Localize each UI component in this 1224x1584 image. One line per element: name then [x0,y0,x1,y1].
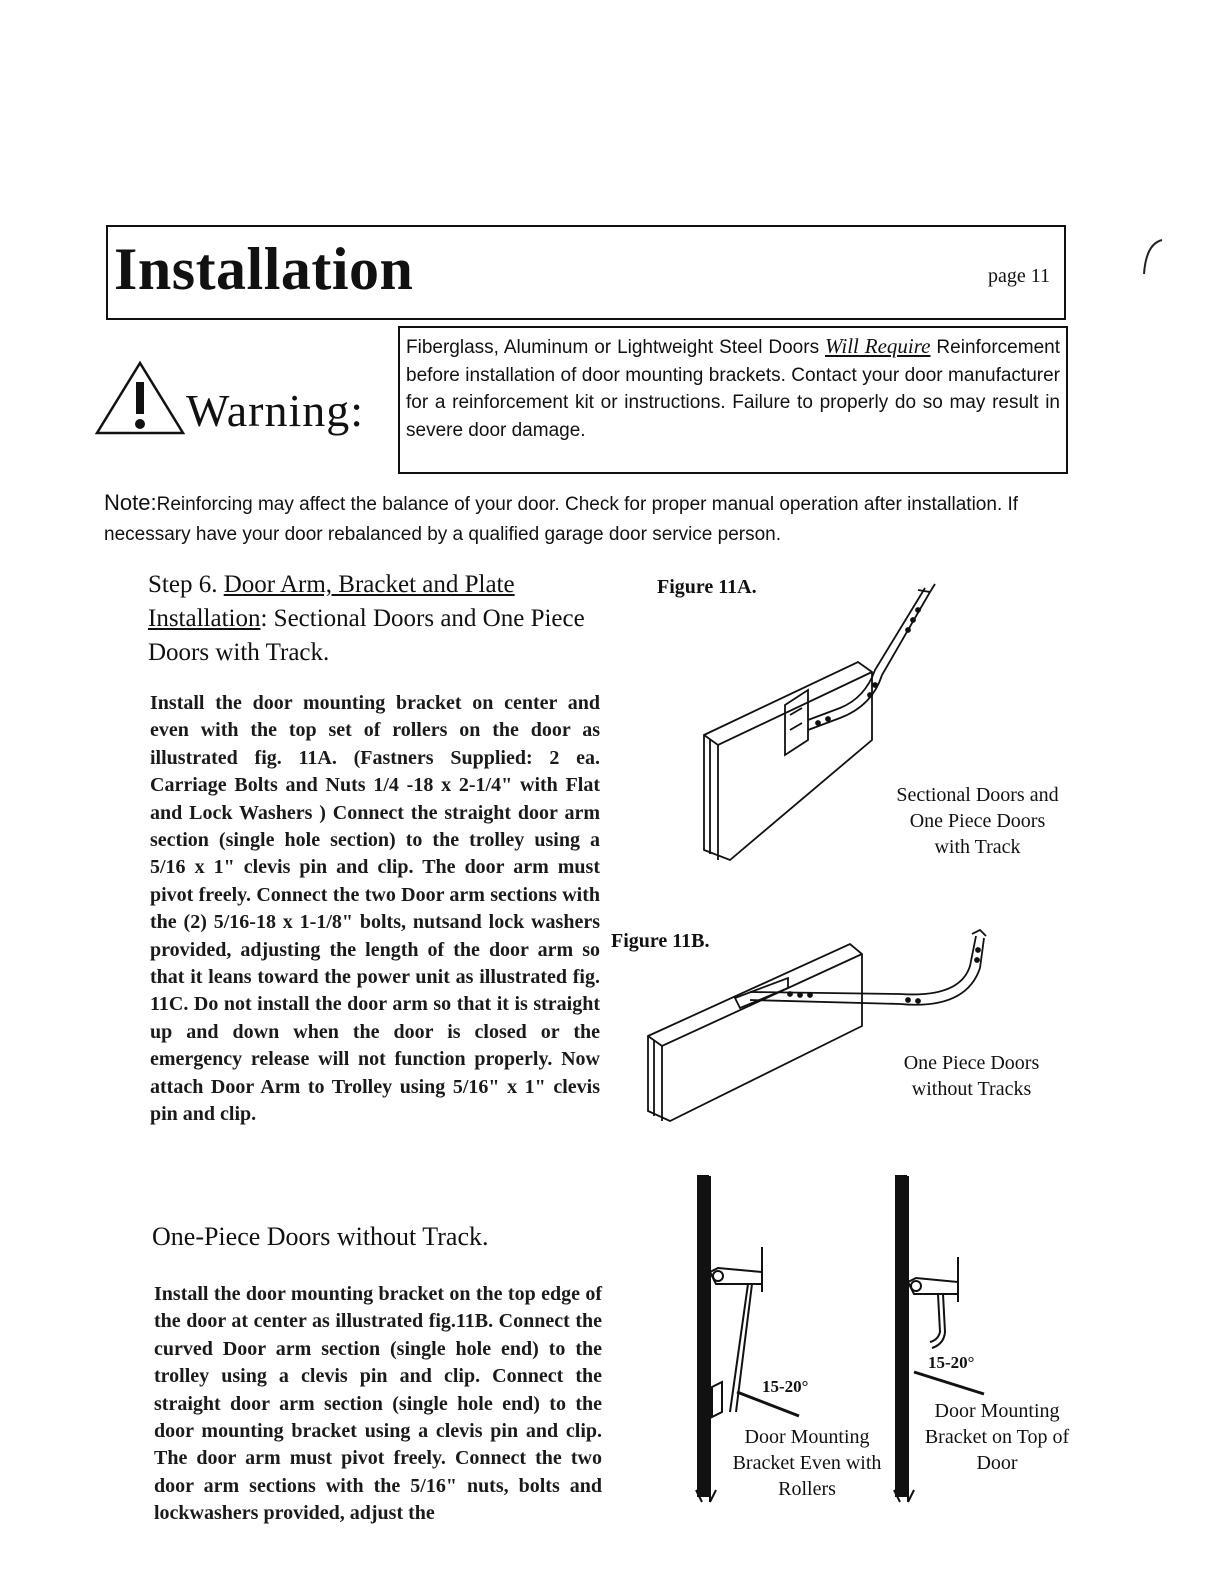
warning-text-start: Fiberglass, Aluminum or Lightweight Steel Doors [406,337,826,358]
one-piece-heading: One-Piece Doors without Track. [152,1222,489,1251]
scan-mark [1140,236,1170,276]
note [104,488,1059,550]
warning-text-end: Reinforcement before installation of door mounting brackets. Contact your door manufacturer for a reinforcement kit or instructions. Failure to properly do so may result in severe door damage. [406,337,1060,441]
figure-11c-right-angle: 15-20° [928,1353,975,1372]
figure-11b-label: Figure 11B. [611,930,710,952]
page-title: Installation [114,236,414,302]
figure-11c-right-caption: Door Mounting Bracket on Top of Door [924,1400,1070,1474]
header-box [106,225,1066,320]
step6-title-underlined: Door Arm, Bracket and Plate Installation [148,571,515,632]
step6-paragraph: Install the door mounting bracket on center and even with the top set of rollers on the door as illustrated fig. 11A. (Fastners Supplied: 2 ea. Carriage Bolts and Nuts 1/4 -18 x 2-1/4" with Flat and Lock Washers ) Connect the straight door arm section (single hole section) to the trolley using a 5/16 x 1" clevis pin and clip. The door arm must pivot freely. Connect the two Door arm sections with the (2) 5/16-18 x 1-1/8" bolts, nutsand lock washers provided, adjusting the length of the door arm so that it leans toward the power unit as illustrated fig. 11C. Do not install the door arm so that it is straight up and down when the door is closed or the emergency release will not function properly. Now attach Door Arm to Trolley using 5/16" x 1" clevis pin and clip. [150,692,600,1126]
warning-label: Warning: [186,385,365,436]
figure-11c-left-caption: Door Mounting Bracket Even with Rollers [732,1426,882,1500]
note-text: Reinforcing may affect the balance of your door. Check for proper manual operation after installation. If necessary have your door rebalanced by a qualified garage door service person. [104,494,1019,545]
figure-11a-caption: Sectional Doors and One Piece Doors with Track [896,784,1059,858]
figure-11a-label: Figure 11A. [657,576,757,598]
step6-title-rest: : Sectional Doors and One Piece Doors with Track. [148,605,585,666]
warning-emphasis: Will Require [825,334,931,358]
note-label: Note: [104,490,157,515]
warning-triangle-icon [94,360,186,436]
step6-heading [148,568,603,670]
figure-11c-left-angle: 15-20° [762,1377,809,1396]
figure-11b-caption: One Piece Doors without Tracks [903,1052,1040,1100]
warning-box [398,326,1068,474]
one-piece-paragraph: Install the door mounting bracket on the top edge of the door at center as illustrated fig.11B. Connect the curved Door arm section (single hole end) to the trolley using a clevis pin and clip. Connect the straight door arm section (single hole end) to the door mounting bracket using a clevis pin and clip. The door arm must pivot freely. Connect the two door arm sections with the 5/16" nuts, bolts and lockwashers provided, adjust the [154,1283,602,1525]
page-number: page 11 [987,265,1050,287]
step6-prefix: Step 6. [148,571,224,598]
